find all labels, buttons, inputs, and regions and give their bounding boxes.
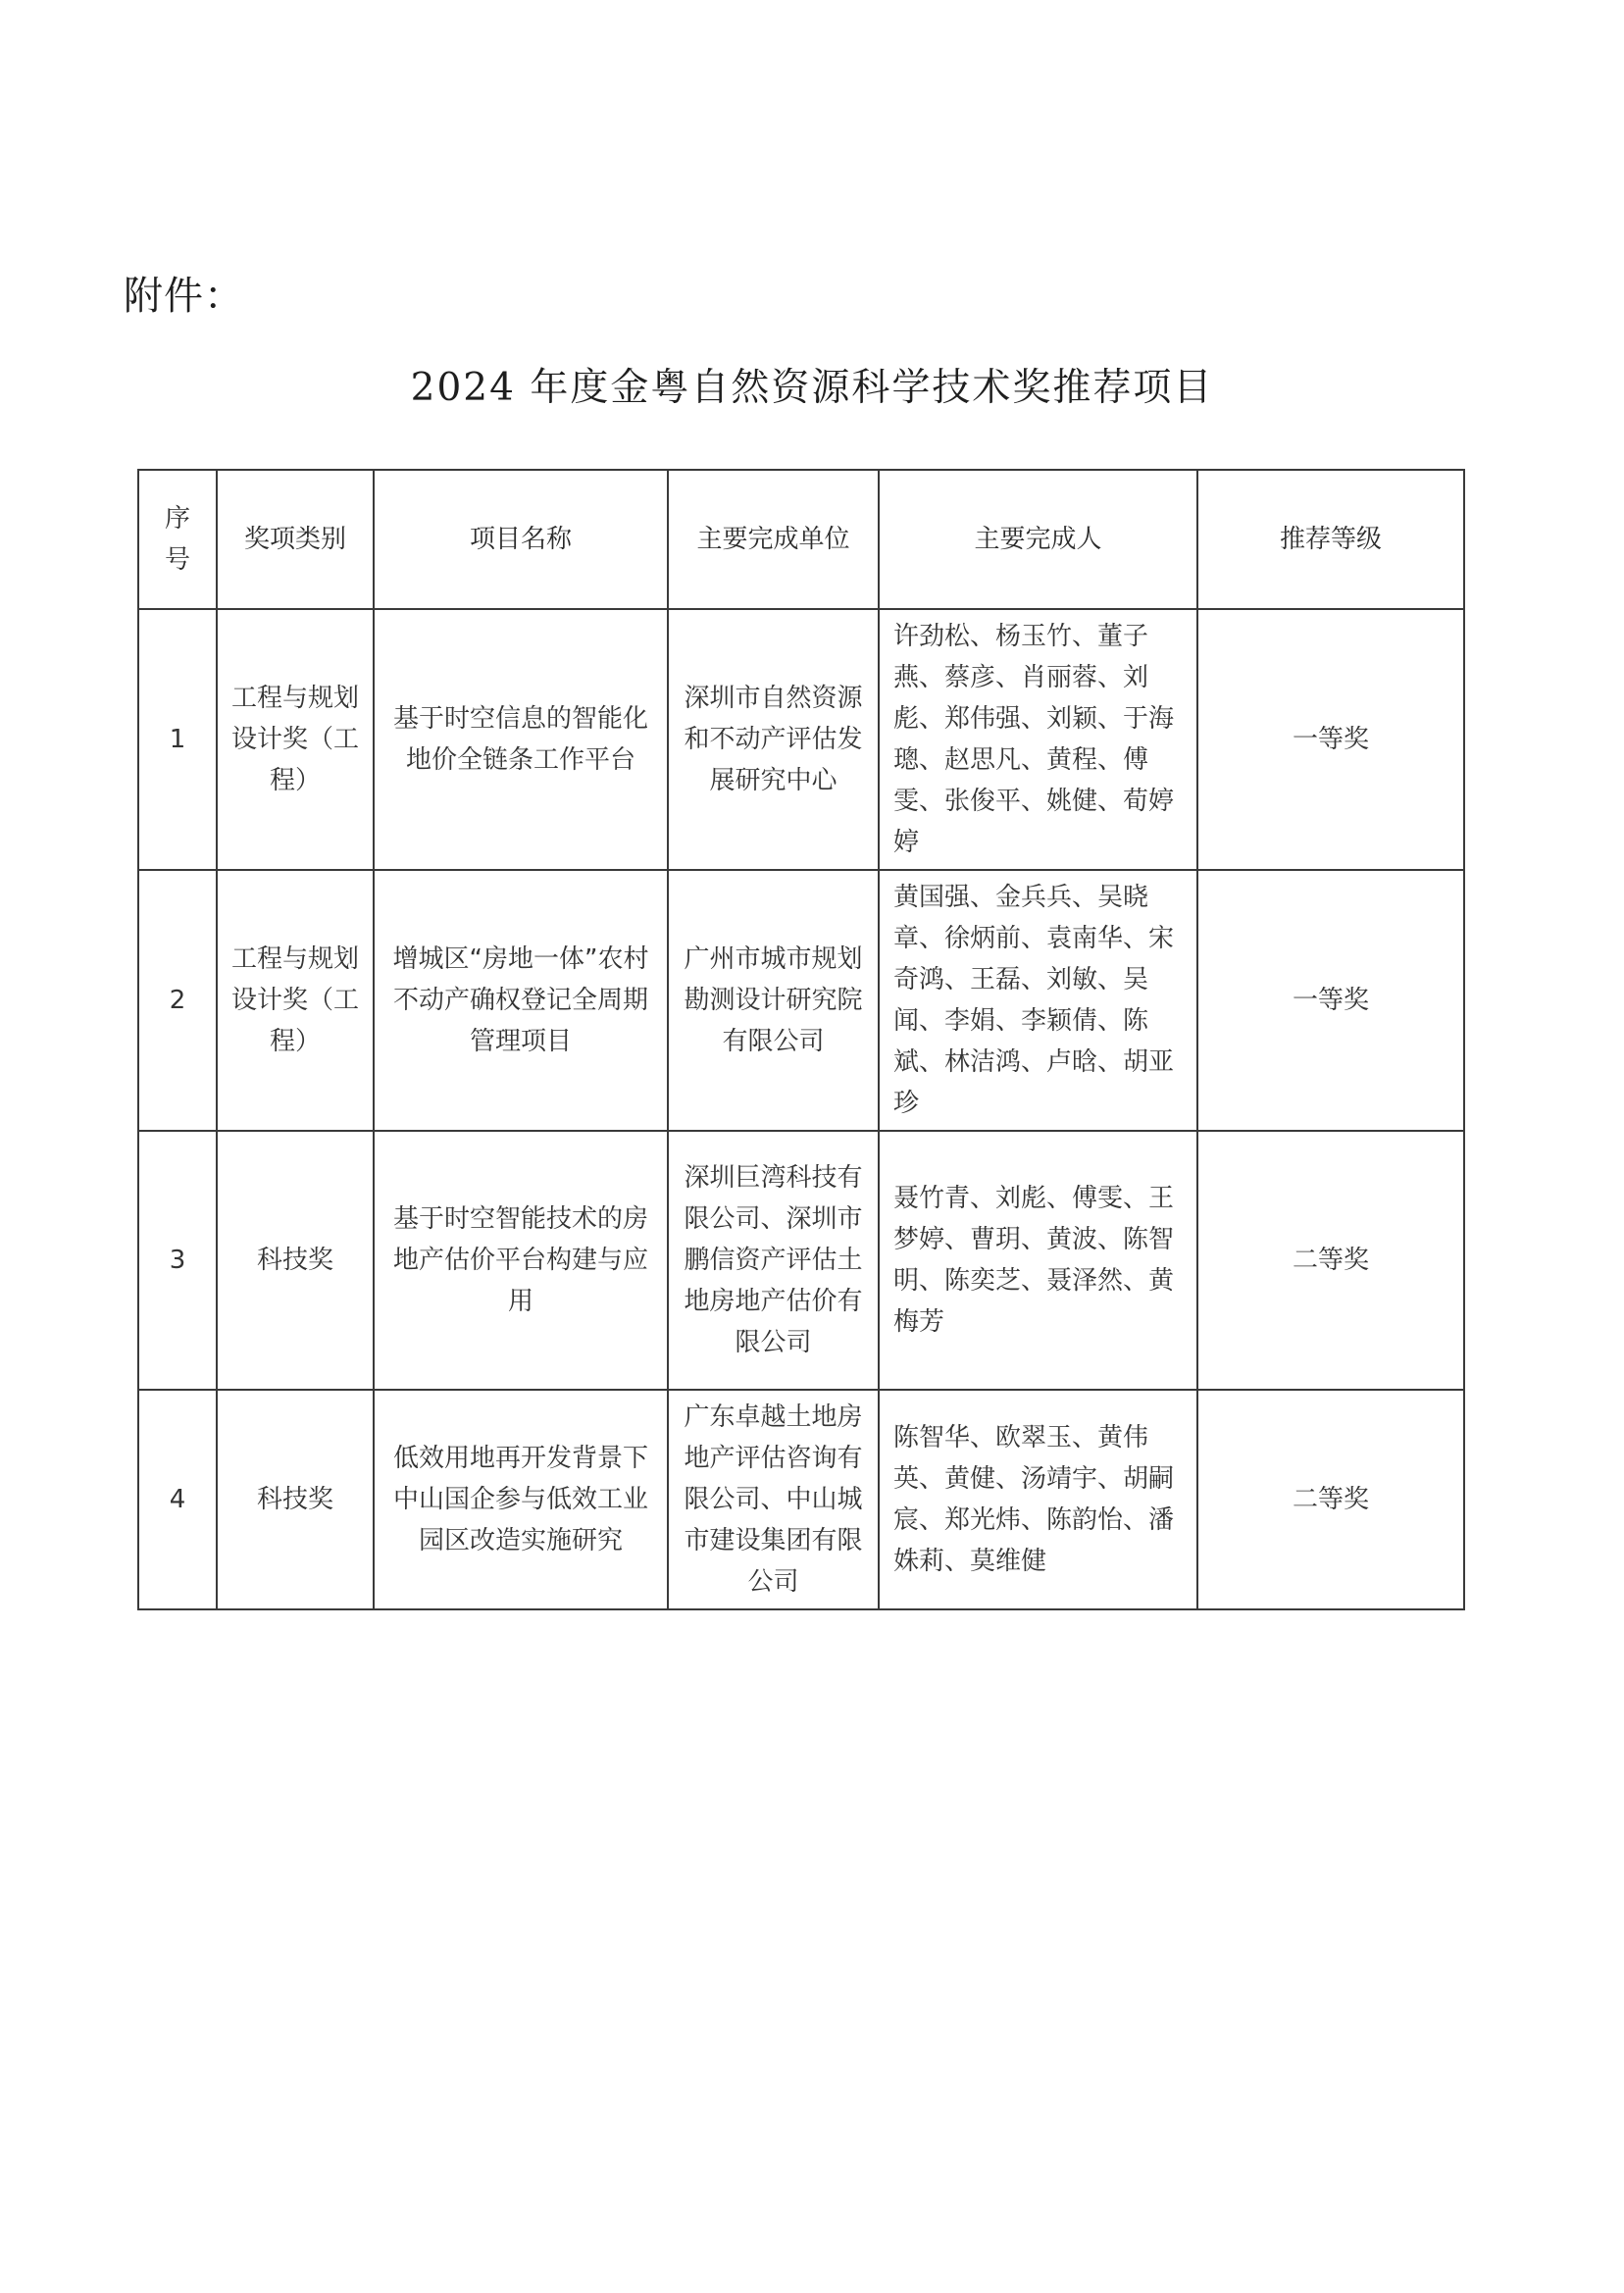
cell-unit: 深圳巨湾科技有限公司、深圳市鹏信资产评估土地房地产估价有限公司 — [668, 1131, 879, 1390]
cell-persons: 聂竹青、刘彪、傅雯、王梦婷、曹玥、黄波、陈智明、陈奕芝、聂泽然、黄梅芳 — [879, 1131, 1197, 1390]
cell-grade: 一等奖 — [1197, 870, 1464, 1131]
awards-table — [137, 469, 1465, 1610]
awards-table-container — [137, 469, 1463, 1610]
cell-index: 1 — [138, 609, 217, 870]
header-category: 奖项类别 — [217, 470, 374, 609]
cell-unit: 广州市城市规划勘测设计研究院有限公司 — [668, 870, 879, 1131]
document-title: 2024 年度金粤自然资源科学技术奖推荐项目 — [410, 366, 1214, 410]
cell-project: 基于时空信息的智能化地价全链条工作平台 — [374, 609, 668, 870]
cell-unit: 深圳市自然资源和不动产评估发展研究中心 — [668, 609, 879, 870]
header-project: 项目名称 — [374, 470, 668, 609]
table-row — [138, 1390, 1464, 1609]
table-row — [138, 870, 1464, 1131]
cell-grade: 一等奖 — [1197, 609, 1464, 870]
header-persons: 主要完成人 — [879, 470, 1197, 609]
table-row — [138, 609, 1464, 870]
cell-unit: 广东卓越土地房地产评估咨询有限公司、中山城市建设集团有限公司 — [668, 1390, 879, 1609]
attachment-label: 附件： — [124, 274, 244, 319]
cell-index: 3 — [138, 1131, 217, 1390]
cell-grade: 二等奖 — [1197, 1131, 1464, 1390]
cell-project: 低效用地再开发背景下中山国企参与低效工业园区改造实施研究 — [374, 1390, 668, 1609]
cell-persons: 陈智华、欧翠玉、黄伟英、黄健、汤靖宇、胡嗣宸、郑光炜、陈韵怡、潘姝莉、莫维健 — [879, 1390, 1197, 1609]
header-grade: 推荐等级 — [1197, 470, 1464, 609]
cell-category: 工程与规划设计奖（工程） — [217, 870, 374, 1131]
cell-project: 基于时空智能技术的房地产估价平台构建与应用 — [374, 1131, 668, 1390]
cell-project: 增城区“房地一体”农村不动产确权登记全周期管理项目 — [374, 870, 668, 1131]
header-unit: 主要完成单位 — [668, 470, 879, 609]
cell-grade: 二等奖 — [1197, 1390, 1464, 1609]
cell-persons: 黄国强、金兵兵、吴晓章、徐炳前、袁南华、宋奇鸿、王磊、刘敏、吴闻、李娟、李颖倩、陈斌、林洁鸿、卢晗、胡亚珍 — [879, 870, 1197, 1131]
table-header-row — [138, 470, 1464, 609]
cell-category: 工程与规划设计奖（工程） — [217, 609, 374, 870]
cell-category: 科技奖 — [217, 1131, 374, 1390]
cell-category: 科技奖 — [217, 1390, 374, 1609]
cell-index: 4 — [138, 1390, 217, 1609]
cell-persons: 许劲松、杨玉竹、董子燕、蔡彦、肖丽蓉、刘彪、郑伟强、刘颖、于海璁、赵思凡、黄程、傅雯、张俊平、姚健、荀婷婷 — [879, 609, 1197, 870]
table-row — [138, 1131, 1464, 1390]
cell-index: 2 — [138, 870, 217, 1131]
header-index: 序号 — [138, 470, 217, 609]
